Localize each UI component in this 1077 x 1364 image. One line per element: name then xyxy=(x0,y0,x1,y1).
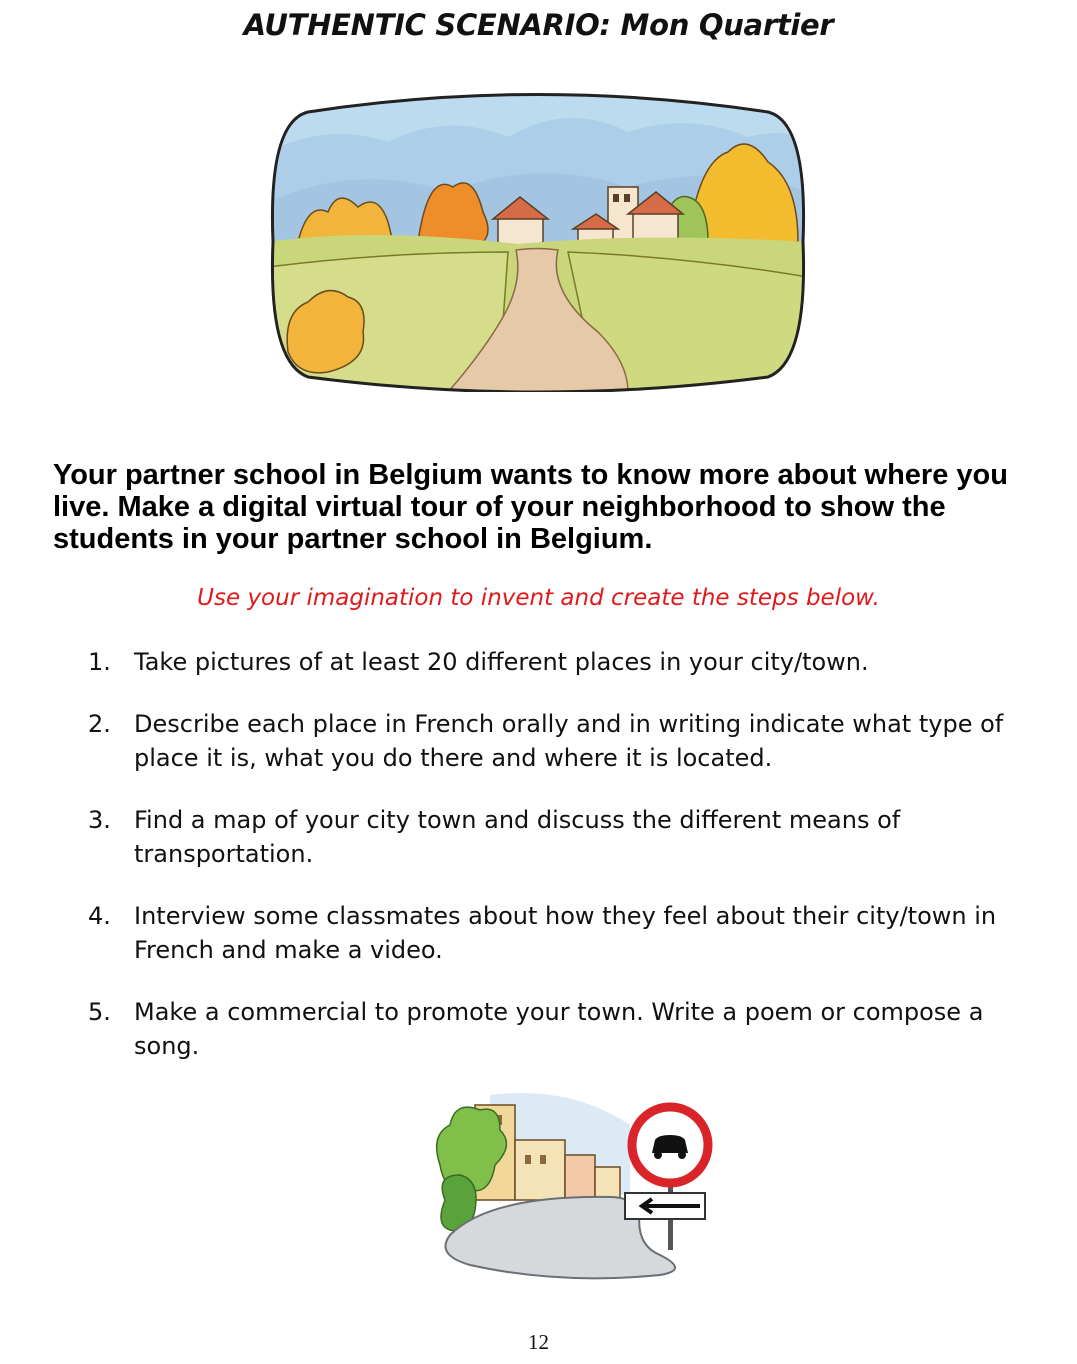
list-item xyxy=(88,899,1008,967)
step-number: 5. xyxy=(88,998,111,1026)
list-item xyxy=(88,803,1008,871)
list-item xyxy=(88,707,1008,775)
step-number: 3. xyxy=(88,806,111,834)
step-text: Take pictures of at least 20 different places in your city/town. xyxy=(134,648,869,676)
step-number: 1. xyxy=(88,648,111,676)
countryside-landscape-illustration xyxy=(268,92,808,392)
instruction-text: Use your imagination to invent and create the steps below. xyxy=(197,585,880,611)
page-number: 12 xyxy=(528,1330,549,1354)
page-title: AUTHENTIC SCENARIO: Mon Quartier xyxy=(243,8,834,42)
step-text: Find a map of your city town and discuss the different means of transportation. xyxy=(134,806,901,868)
step-text: Describe each place in French orally and in writing indicate what type of place it is, what you do there and where it is located. xyxy=(134,710,1004,772)
step-text: Make a commercial to promote your town. Write a poem or compose a song. xyxy=(134,998,984,1060)
list-item xyxy=(88,995,1008,1063)
step-number: 2. xyxy=(88,710,111,738)
list-item xyxy=(88,645,1008,679)
town-street-illustration xyxy=(430,1085,720,1280)
step-number: 4. xyxy=(88,902,111,930)
scenario-intro: Your partner school in Belgium wants to know more about where you live. Make a digital virtual tour of your neighborhood to show the students in your partner school in Belgium. xyxy=(53,459,1008,555)
step-text: Interview some classmates about how they feel about their city/town in French and make a video. xyxy=(134,902,997,964)
